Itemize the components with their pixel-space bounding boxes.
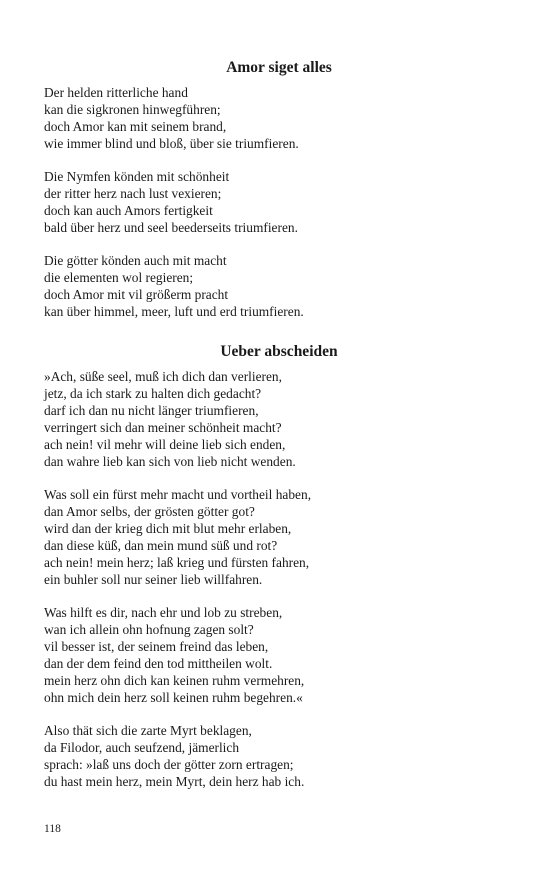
verse-line: dan diese küß, dan mein mund süß und rot? xyxy=(44,538,278,553)
verse-line: kan die sigkronen hinwegführen; xyxy=(44,102,221,117)
stanza xyxy=(44,604,514,706)
verse-line: Der helden ritterliche hand xyxy=(44,85,188,100)
verse-line: mein herz ohn dich kan keinen ruhm vermehren, xyxy=(44,673,305,688)
poem-title: Amor siget alles xyxy=(226,59,332,76)
verse-line: darf ich dan nu nicht länger triumfieren, xyxy=(44,403,259,418)
verse-line: Also thät sich die zarte Myrt beklagen, xyxy=(44,723,252,738)
verse-line: dan der dem feind den tod mittheilen wolt. xyxy=(44,656,273,671)
verse-line: verringert sich dan meiner schönheit macht? xyxy=(44,420,282,435)
verse-line: ach nein! mein herz; laß krieg und fürsten fahren, xyxy=(44,555,310,570)
verse-line: da Filodor, auch seufzend, jämerlich xyxy=(44,740,240,755)
verse-line: dan wahre lieb kan sich von lieb nicht wenden. xyxy=(44,454,296,469)
verse-line: Was hilft es dir, nach ehr und lob zu streben, xyxy=(44,605,283,620)
stanza xyxy=(44,168,514,236)
verse-line: Die götter könden auch mit macht xyxy=(44,253,227,268)
verse-line: Die Nymfen könden mit schönheit xyxy=(44,169,230,184)
verse-line: Was soll ein fürst mehr macht und vortheil haben, xyxy=(44,487,312,502)
verse-line: kan über himmel, meer, luft und erd triumfieren. xyxy=(44,304,304,319)
stanza xyxy=(44,252,514,320)
verse-line: ach nein! vil mehr will deine lieb sich enden, xyxy=(44,437,286,452)
verse-line: die elementen wol regieren; xyxy=(44,270,194,285)
poem-ueber-abscheiden xyxy=(44,342,514,790)
poem-amor-siget-alles xyxy=(44,58,514,320)
verse-line: wan ich allein ohn hofnung zagen solt? xyxy=(44,622,254,637)
verse-line: wird dan der krieg dich mit blut mehr erlaben, xyxy=(44,521,292,536)
verse-line: jetz, da ich stark zu halten dich gedacht? xyxy=(44,386,262,401)
stanza xyxy=(44,368,514,470)
verse-line: sprach: »laß uns doch der götter zorn ertragen; xyxy=(44,757,294,772)
verse-line: der ritter herz nach lust vexieren; xyxy=(44,186,222,201)
stanza xyxy=(44,486,514,588)
verse-line: vil besser ist, der seinem freind das leben, xyxy=(44,639,269,654)
verse-line: dan Amor selbs, der grösten götter got? xyxy=(44,504,255,519)
verse-line: ein buhler soll nur seiner lieb willfahren. xyxy=(44,572,263,587)
verse-line: doch kan auch Amors fertigkeit xyxy=(44,203,213,218)
verse-line: wie immer blind und bloß, über sie triumfieren. xyxy=(44,136,299,151)
verse-line: bald über herz und seel beederseits triumfieren. xyxy=(44,220,298,235)
verse-line: ohn mich dein herz soll keinen ruhm begehren.« xyxy=(44,690,303,705)
stanza xyxy=(44,84,514,152)
stanza xyxy=(44,722,514,790)
page-body xyxy=(44,58,514,790)
verse-line: »Ach, süße seel, muß ich dich dan verlieren, xyxy=(44,369,282,384)
verse-line: du hast mein herz, mein Myrt, dein herz hab ich. xyxy=(44,774,305,789)
poem-title: Ueber abscheiden xyxy=(220,343,338,360)
verse-line: doch Amor kan mit seinem brand, xyxy=(44,119,227,134)
verse-line: doch Amor mit vil größerm pracht xyxy=(44,287,229,302)
page-number: 118 xyxy=(44,823,61,835)
